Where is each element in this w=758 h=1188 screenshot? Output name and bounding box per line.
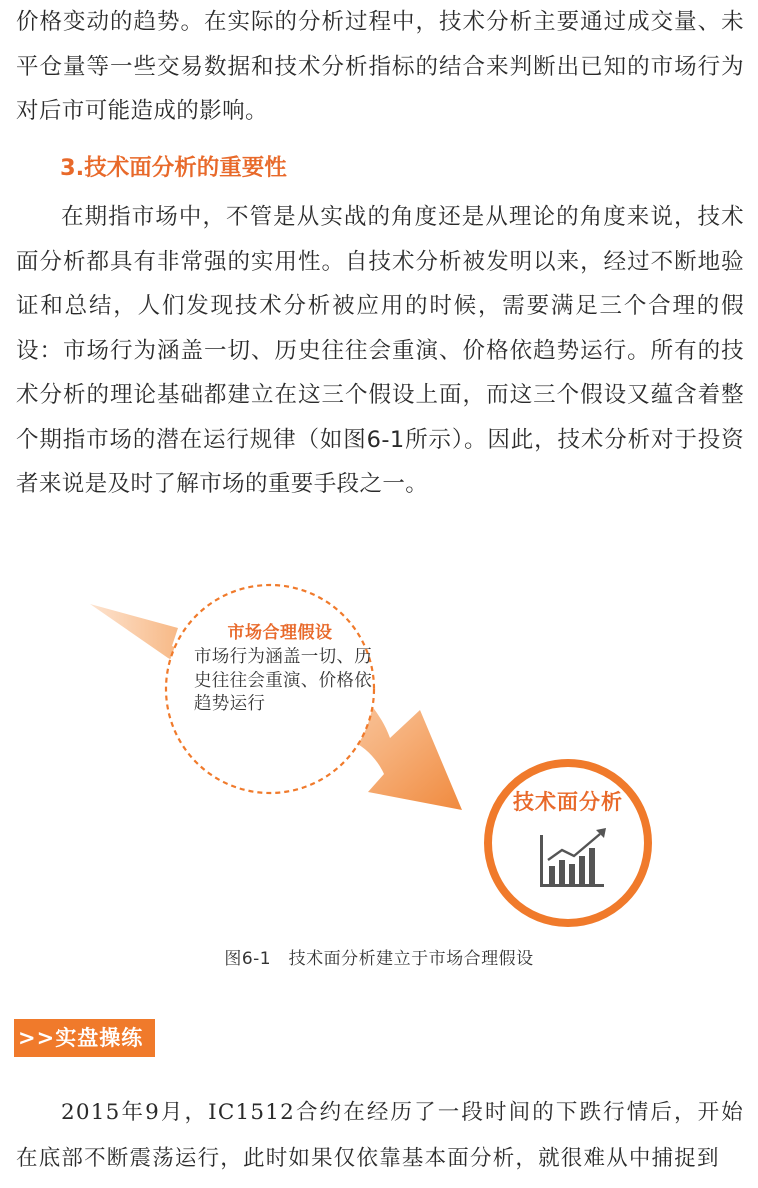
practice-banner: >>实盘操练 [14, 1019, 155, 1057]
section-heading: 3.技术面分析的重要性 [60, 155, 287, 181]
figure-caption: 图6-1 技术面分析建立于市场合理假设 [224, 949, 534, 969]
paragraph-importance: 在期指市场中，不管是从实战的角度还是从理论的角度来说，技术面分析都具有非常强的实用性。自技术分析被发明以来，经过不断地验证和总结，人们发现技术分析被应用的时候，需要满足三个合理的假设：市场行为涵盖一切、历史往往会重演、价格依趋势运行。所有的技术分析的理论基础都建立在这三个假设上面，而这三个假设又蕴含着整个期指市场的潜在运行规律（如图6-1所示）。因此，技术分析对于投资者来说是及时了解市场的重要手段之一。 [16, 204, 744, 497]
incoming-arrow-icon [90, 604, 182, 662]
paragraph-continuation: 价格变动的趋势。在实际的分析过程中，技术分析主要通过成交量、未平仓量等一些交易数据和技术分析指标的结合来判断出已知的市场行为对后市可能造成的影响。 [16, 9, 744, 124]
target-title: 技术面分析 [513, 790, 623, 814]
hypothesis-title: 市场合理假设 [227, 623, 333, 643]
practice-paragraph: 2015年9月，IC1512合约在经历了一段时间的下跌行情后，开始在底部不断震荡运行，此时如果仅依靠基本面分析，就很难从中捕捉到 [16, 1100, 744, 1171]
figure-6-1 [0, 560, 758, 940]
figure-graphic [0, 560, 758, 940]
hypothesis-body: 市场行为涵盖一切、历史往往会重演、价格依趋势运行 [194, 647, 372, 714]
